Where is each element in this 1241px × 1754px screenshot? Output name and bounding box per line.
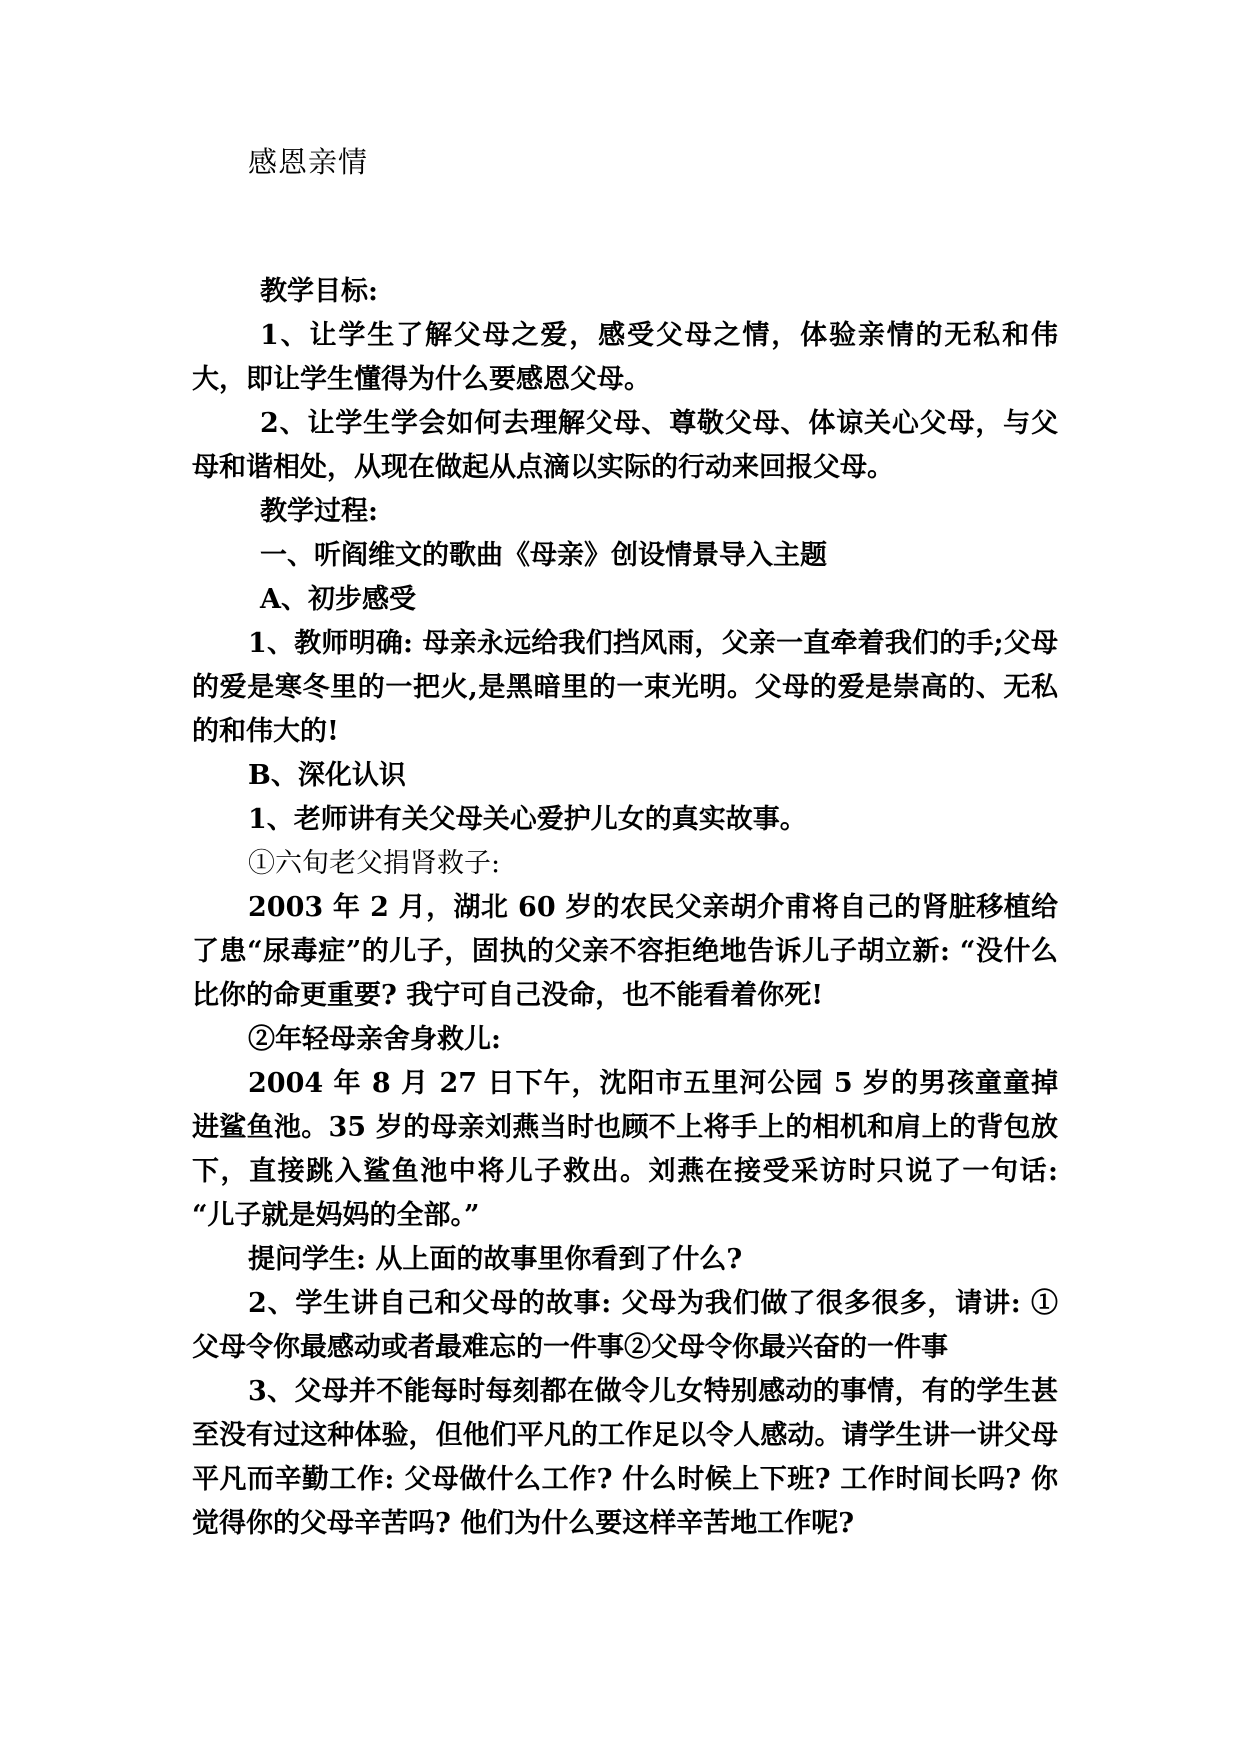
paragraph: 2、学生讲自己和父母的故事: 父母为我们做了很多很多，请讲: ①父母令你最感动或者最难忘的一件事②父母令你最兴奋的一件事	[192, 1288, 1058, 1363]
section-heading-objectives: 教学目标:	[260, 276, 378, 307]
paragraph: 1、让学生了解父母之爱，感受父母之情，体验亲情的无私和伟大，即让学生懂得为什么要感恩父母。	[192, 320, 1058, 395]
paragraph: 3、父母并不能每时每刻都在做令儿女特别感动的事情，有的学生甚至没有过这种体验，但他们平凡的工作足以令人感动。请学生讲一讲父母平凡而辛勤工作: 父母做什么工作? 什么时候上下班? 工作时间长吗? 你觉得你的父母辛苦吗? 他们为什么要这样辛苦地工作呢?	[192, 1376, 1058, 1539]
paragraph: 1、教师明确: 母亲永远给我们挡风雨，父亲一直牵着我们的手;父母的爱是寒冬里的一把火,是黑暗里的一束光明。父母的爱是崇高的、无私的和伟大的!	[192, 628, 1058, 747]
section-heading-process: 教学过程:	[260, 496, 378, 527]
story-heading: ①六旬老父捐肾救子:	[248, 848, 501, 879]
paragraph: 2004 年 8 月 27 日下午，沈阳市五里河公园 5 岁的男孩童童掉进鲨鱼池。35 岁的母亲刘燕当时也顾不上将手上的相机和肩上的背包放下，直接跳入鲨鱼池中将儿子救出。刘燕在接受采访时只说了一句话: “儿子就是妈妈的全部。”	[192, 1068, 1058, 1231]
story-heading: ②年轻母亲舍身救儿:	[248, 1024, 501, 1055]
paragraph: 2003 年 2 月，湖北 60 岁的农民父亲胡介甫将自己的肾脏移植给了患“尿毒症”的儿子，固执的父亲不容拒绝地告诉儿子胡立新: “没什么比你的命更重要? 我宁可自己没命，也不能看着你死!	[192, 892, 1058, 1011]
subheading: B、深化认识	[248, 760, 406, 791]
paragraph: 一、听阎维文的歌曲《母亲》创设情景导入主题	[260, 540, 827, 571]
paragraph: 1、老师讲有关父母关心爱护儿女的真实故事。	[248, 804, 807, 835]
subheading: A、初步感受	[260, 584, 416, 615]
document-body	[192, 270, 1058, 1546]
document-title: 感恩亲情	[248, 145, 369, 179]
paragraph: 提问学生: 从上面的故事里你看到了什么?	[248, 1244, 743, 1275]
paragraph: 2、让学生学会如何去理解父母、尊敬父母、体谅关心父母，与父母和谐相处，从现在做起从点滴以实际的行动来回报父母。	[192, 408, 1058, 483]
